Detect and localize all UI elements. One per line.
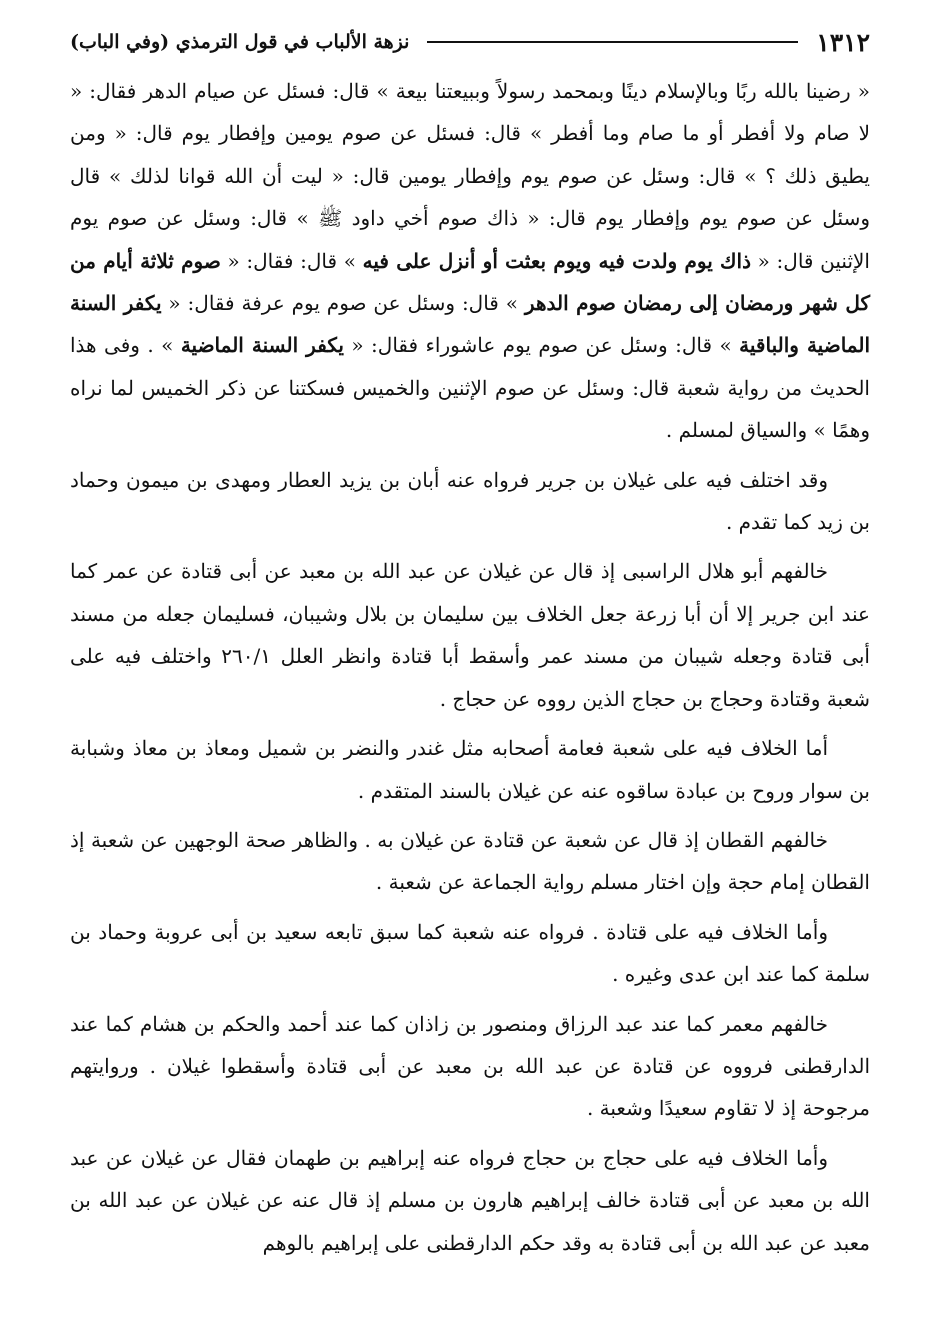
paragraph-mamar xyxy=(70,1003,870,1130)
body-text-run: » . وفى هذا الحديث من رواية شعبة قال: وسئل عن صوم الإثنين والخميس فسكتنا عن ذكر الخميس لما نراه وهمًا » والسياق لمسلم . xyxy=(70,333,870,443)
paragraph-hadith-text xyxy=(70,70,870,452)
body-text xyxy=(70,70,870,1264)
quoted-text-bold: ذاك يوم ولدت فيه ويوم بعثت أو أنزل على فيه xyxy=(362,248,751,273)
body-text-run: خالفهم أبو هلال الراسبى إذ قال عن غيلان عن عبد الله بن معبد عن أبى قتادة عن عمر كما عند ابن جرير إلا أن أبا زرعة جعل الخلاف بين سليمان بن بلال وشيبان، فسليمان جعله من مسند أبى قتادة وجعله شيبان من مسند عمر وأسقط أبا قتادة وانظر العلل ٢٦٠/١ واختلف فيه على شعبة وقتادة وحجاج بن حجاج الذين رووه عن حجاج . xyxy=(70,559,870,711)
body-text-run: » قال: فقال: « xyxy=(220,248,363,273)
body-text-run: » قال: وسئل عن صوم يوم عرفة فقال: « xyxy=(161,291,525,316)
quoted-text-bold: صوم ثلاثة أيام من كل شهر ورمضان إلى رمضان صوم الدهر xyxy=(70,248,870,316)
page-number: ١٣١٢ xyxy=(816,27,870,57)
paragraph-qattan xyxy=(70,819,870,904)
quoted-text-bold: يكفر السنة الماضية والباقية xyxy=(70,291,871,358)
header-rule xyxy=(427,41,798,43)
quoted-text-bold: يكفر السنة الماضية xyxy=(180,333,344,358)
paragraph-qatada-disagreement xyxy=(70,911,870,996)
paragraph-abu-hilal xyxy=(70,550,870,720)
page-header xyxy=(70,20,870,64)
body-text-run: وقد اختلف فيه على غيلان بن جرير فرواه عنه أبان بن يزيد العطار ومهدى بن ميمون وحماد بن زيد كما تقدم . xyxy=(70,467,870,535)
body-text-run: « رضينا بالله ربًا وبالإسلام دينًا وبمحمد رسولاً وببيعتنا بيعة » قال: فسئل عن صيام الدهر فقال: « لا صام ولا أفطر أو ما صام وما أفطر » قال: فسئل عن صوم يومين وإفطار يوم قال: « ومن يطيق ذلك ؟ » قال: وسئل عن صوم يوم وإفطار يومين قال: « ليت أن الله قوانا لذلك » قال وسئل عن صوم يوم وإفطار يوم قال: « ذاك صوم أخي داود ﷺ » قال: وسئل عن صوم يوم الإثنين قال: « xyxy=(70,79,870,273)
paragraph-shuba-disagreement xyxy=(70,727,870,812)
paragraph-ghaylan-disagreement xyxy=(70,459,870,544)
paragraph-hajjaj-disagreement xyxy=(70,1137,870,1264)
running-title: نزهة الألباب في قول الترمذي (وفي الباب) xyxy=(70,31,410,53)
body-text-run: أما الخلاف فيه على شعبة فعامة أصحابه مثل غندر والنضر بن شميل ومعاذ بن معاذ وشبابة بن سوار وروح بن عبادة ساقوه عنه عن غيلان بالسند المتقدم . xyxy=(70,736,870,803)
body-text-run: خالفهم معمر كما عند عبد الرزاق ومنصور بن زاذان كما عند أحمد والحكم بن هشام كما عند الدارقطنى فرووه عن قتادة عن عبد الله بن معبد عن أبى قتادة وأسقطوا غيلان . وروايتهم مرجوحة إذ لا تقاوم سعيدًا وشعبة . xyxy=(70,1011,870,1121)
body-text-run: خالفهم القطان إذ قال عن شعبة عن قتادة عن غيلان به . والظاهر صحة الوجهين عن شعبة إذ القطان إمام حجة وإن اختار مسلم رواية الجماعة عن شعبة . xyxy=(70,827,870,895)
body-text-run: وأما الخلاف فيه على حجاج بن حجاج فرواه عنه إبراهيم بن طهمان فقال عن غيلان عن عبد الله بن معبد عن أبى قتادة خالف إبراهيم هارون بن مسلم إذ قال عنه عن غيلان عن عبد الله بن معبد عن عبد الله بن أبى قتادة به وقد حكم الدارقطنى على إبراهيم بالوهم xyxy=(70,1145,870,1255)
body-text-run: وأما الخلاف فيه على قتادة . فرواه عنه شعبة كما سبق تابعه سعيد بن أبى عروبة وحماد بن سلمة كما عند ابن عدى وغيره . xyxy=(70,919,870,987)
body-text-run: » قال: وسئل عن صوم يوم عاشوراء فقال: « xyxy=(343,333,740,358)
book-page xyxy=(70,20,870,1264)
